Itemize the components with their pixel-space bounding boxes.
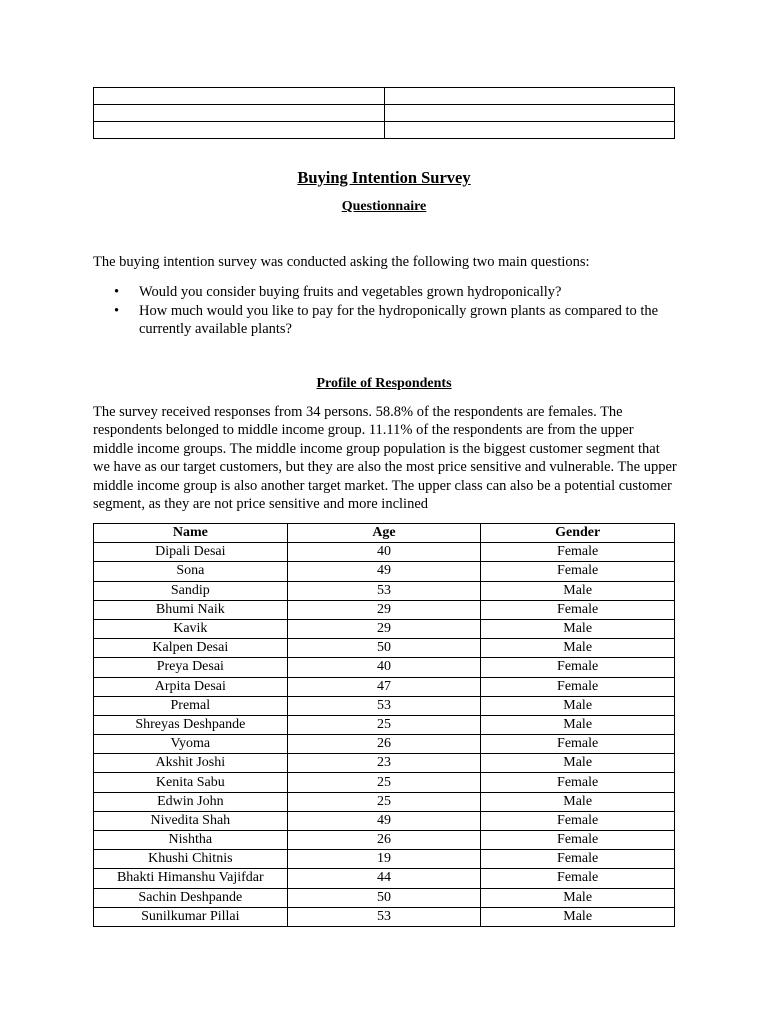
cell-name: Kalpen Desai [94, 639, 288, 658]
column-header-age: Age [287, 524, 481, 543]
empty-header-table [93, 87, 675, 139]
cell-age: 47 [287, 677, 481, 696]
respondents-table [93, 523, 675, 927]
document-title: Buying Intention Survey [297, 168, 471, 187]
cell-gender: Female [481, 811, 675, 830]
table-row [94, 600, 675, 619]
cell-gender: Female [481, 677, 675, 696]
cell-name: Premal [94, 696, 288, 715]
cell-age: 50 [287, 639, 481, 658]
cell-name: Sandip [94, 581, 288, 600]
cell-age: 53 [287, 696, 481, 715]
question-text: How much would you like to pay for the hydroponically grown plants as compared to the currently available plants? [139, 302, 659, 337]
table-row [94, 735, 675, 754]
cell-name: Vyoma [94, 735, 288, 754]
cell-name: Akshit Joshi [94, 754, 288, 773]
cell-gender: Female [481, 658, 675, 677]
table-body [94, 543, 675, 927]
cell-gender: Female [481, 543, 675, 562]
cell-age: 29 [287, 619, 481, 638]
intro-paragraph: The buying intention survey was conducted asking the following two main questions: [93, 254, 590, 270]
table-row [94, 831, 675, 850]
table-row [94, 581, 675, 600]
cell-age: 53 [287, 907, 481, 926]
question-list [93, 283, 683, 339]
bullet-icon: • [114, 284, 120, 300]
cell-gender: Male [481, 581, 675, 600]
cell-gender: Female [481, 773, 675, 792]
cell-age: 19 [287, 850, 481, 869]
cell-name: Preya Desai [94, 658, 288, 677]
cell-name: Kenita Sabu [94, 773, 288, 792]
profile-paragraph: The survey received responses from 34 persons. 58.8% of the respondents are females. The respondents belonged to middle income group. 11.11% of the respondents are from the upper middle income groups. The middle income group population is the biggest customer segment that we have as our target customers, but they are also the most price sensitive and vulnerable. The upper middle income group is also another target market. The upper class can also be a potential customer segment, as they are not price sensitive and more inclined [93, 404, 677, 513]
cell-age: 40 [287, 658, 481, 677]
question-text: Would you consider buying fruits and vegetables grown hydroponically? [139, 284, 562, 300]
table-row [94, 658, 675, 677]
table-row [94, 869, 675, 888]
table-row [94, 639, 675, 658]
cell-gender: Male [481, 888, 675, 907]
cell-age: 53 [287, 581, 481, 600]
table-row [94, 543, 675, 562]
cell-age: 44 [287, 869, 481, 888]
cell-age: 26 [287, 735, 481, 754]
cell-gender: Male [481, 792, 675, 811]
table-row [94, 677, 675, 696]
cell-age: 49 [287, 562, 481, 581]
question-item [93, 302, 683, 339]
cell-gender: Male [481, 907, 675, 926]
cell-age: 25 [287, 773, 481, 792]
cell-gender: Male [481, 754, 675, 773]
column-header-gender: Gender [481, 524, 675, 543]
table-row [94, 850, 675, 869]
question-item [93, 283, 683, 302]
cell-age: 23 [287, 754, 481, 773]
cell-name: Edwin John [94, 792, 288, 811]
table-row [94, 811, 675, 830]
cell-name: Sachin Deshpande [94, 888, 288, 907]
cell-gender: Female [481, 600, 675, 619]
cell-age: 26 [287, 831, 481, 850]
table-row [94, 907, 675, 926]
cell-name: Khushi Chitnis [94, 850, 288, 869]
cell-age: 49 [287, 811, 481, 830]
cell-age: 25 [287, 715, 481, 734]
cell-name: Shreyas Deshpande [94, 715, 288, 734]
table-row [94, 696, 675, 715]
table-row [94, 619, 675, 638]
table-row [94, 773, 675, 792]
cell-gender: Female [481, 735, 675, 754]
table-row [94, 792, 675, 811]
cell-gender: Male [481, 696, 675, 715]
cell-name: Sunilkumar Pillai [94, 907, 288, 926]
table-row [94, 754, 675, 773]
table-header-row [94, 524, 675, 543]
cell-name: Dipali Desai [94, 543, 288, 562]
cell-age: 40 [287, 543, 481, 562]
empty-table-row [94, 88, 675, 105]
table-row [94, 888, 675, 907]
cell-name: Kavik [94, 619, 288, 638]
empty-table-row [94, 122, 675, 139]
cell-gender: Female [481, 869, 675, 888]
cell-name: Bhakti Himanshu Vajifdar [94, 869, 288, 888]
cell-age: 25 [287, 792, 481, 811]
cell-gender: Female [481, 562, 675, 581]
profile-heading: Profile of Respondents [316, 376, 452, 391]
document-subtitle: Questionnaire [341, 199, 427, 214]
cell-gender: Male [481, 639, 675, 658]
cell-age: 29 [287, 600, 481, 619]
cell-gender: Female [481, 831, 675, 850]
empty-table-row [94, 105, 675, 122]
cell-age: 50 [287, 888, 481, 907]
cell-name: Nivedita Shah [94, 811, 288, 830]
cell-gender: Male [481, 715, 675, 734]
table-row [94, 562, 675, 581]
cell-gender: Male [481, 619, 675, 638]
table-row [94, 715, 675, 734]
cell-name: Arpita Desai [94, 677, 288, 696]
cell-gender: Female [481, 850, 675, 869]
cell-name: Sona [94, 562, 288, 581]
cell-name: Nishtha [94, 831, 288, 850]
cell-name: Bhumi Naik [94, 600, 288, 619]
bullet-icon: • [114, 302, 120, 319]
column-header-name: Name [94, 524, 288, 543]
